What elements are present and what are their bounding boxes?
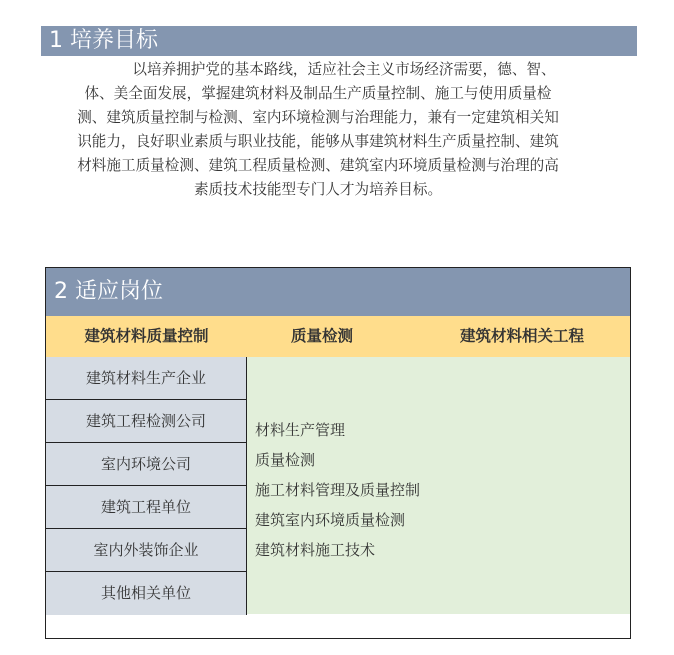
section-1-header <box>41 26 637 56</box>
position-item: 建筑材料施工技术 <box>255 541 376 559</box>
column-header-material-qc: 建筑材料质量控制 <box>84 327 209 345</box>
employer-item: 建筑工程单位 <box>46 486 247 529</box>
paragraph-line: 以培养拥护党的基本路线，适应社会主义市场经济需要，德、智、 <box>132 61 556 78</box>
position-list <box>255 415 420 565</box>
employer-item: 建筑工程检测公司 <box>46 400 247 443</box>
position-item: 质量检测 <box>255 451 316 469</box>
column-header-material-engineering: 建筑材料相关工程 <box>459 327 584 345</box>
employer-item: 其他相关单位 <box>46 572 247 615</box>
paragraph-line: 素质技术技能型专门人才为培养目标。 <box>193 181 443 198</box>
position-item: 施工材料管理及质量控制 <box>255 481 421 499</box>
column-header-row <box>46 316 630 357</box>
section-2-panel <box>45 267 631 639</box>
position-item: 建筑室内环境质量检测 <box>255 511 406 529</box>
paragraph-line: 识能力，良好职业素质与职业技能，能够从事建筑材料生产质量控制、建筑 <box>77 133 559 150</box>
section-1-paragraph <box>48 58 588 202</box>
paragraph-line: 体、美全面发展，掌握建筑材料及制品生产质量控制、施工与使用质量检 <box>84 85 552 102</box>
employer-item: 建筑材料生产企业 <box>46 357 247 400</box>
employer-item: 室内环境公司 <box>46 443 247 486</box>
position-item: 材料生产管理 <box>255 421 346 439</box>
column-header-quality-testing: 质量检测 <box>290 327 353 345</box>
employer-item: 室内外装饰企业 <box>46 529 247 572</box>
section-1-title: 1 培养目标 <box>49 28 158 53</box>
section-2-title: 2 适应岗位 <box>54 279 163 304</box>
paragraph-line: 材料施工质量检测、建筑工程质量检测、建筑室内环境质量检测与治理的高 <box>77 157 559 174</box>
section-2-header <box>46 268 630 316</box>
paragraph-line: 测、建筑质量控制与检测、室内环境检测与治理能力，兼有一定建筑相关知 <box>77 109 559 126</box>
employer-list <box>46 357 247 615</box>
position-area <box>247 357 630 614</box>
